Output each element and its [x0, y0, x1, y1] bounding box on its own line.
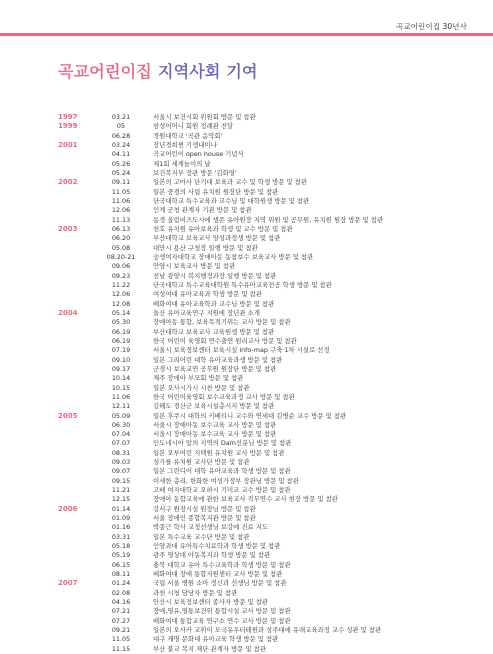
- timeline-date: 06.20: [111, 234, 131, 243]
- timeline-year: 1999: [58, 122, 78, 131]
- timeline-event: 인도네시아 알의 지역의 Dam선분님 방문 및 참관: [153, 439, 292, 448]
- timeline-row: [58, 253, 458, 262]
- timeline-row: [58, 635, 458, 644]
- timeline-date: 09.06: [111, 262, 131, 271]
- timeline-row: [58, 188, 458, 197]
- timeline-event: 장애아동 통합, 보육목적기위는 교사 방문 및 참관: [153, 318, 291, 327]
- timeline-date: 11.06: [111, 196, 131, 205]
- timeline-event: 여성여대 유아교육과 학생 방문 및 참관: [153, 290, 262, 299]
- timeline-event: 과천 시청 담당자 방문 및 참관: [153, 588, 238, 597]
- title-part-2: 지역사회 기여: [157, 62, 258, 81]
- timeline-row: [58, 626, 458, 635]
- timeline-row: [58, 132, 458, 141]
- timeline-date: 06.15: [111, 560, 131, 569]
- timeline-date: 05.30: [111, 318, 131, 327]
- page-title: [58, 59, 258, 82]
- timeline-event: 일본의 고마사 단기대 보육과 교수 및 학생 방문 및 참관: [153, 178, 308, 187]
- timeline-event: 배화여대 유아교육학과 교수님 방문 및 참관: [153, 299, 275, 308]
- timeline-event: 일본 오사시가시 시찬 방문 및 참관: [153, 383, 250, 392]
- timeline-row: [58, 374, 458, 383]
- timeline-event: 삼성어머니 회원 정례관 전달: [153, 122, 234, 131]
- timeline-date: 11.06: [111, 392, 131, 401]
- timeline-row: [58, 561, 458, 570]
- timeline-event: 장애아 동합교육에 관한 보육교사 직무연수 교사 현장 방문 및 참관: [153, 495, 338, 504]
- timeline-date: 12.08: [111, 299, 131, 308]
- timeline-row: [58, 393, 458, 402]
- timeline-row: [58, 412, 458, 421]
- timeline-event: 일본 오부어린 지택원 유치원 교사 방문 및 참관: [153, 448, 285, 457]
- timeline-event: 부산 불교 복지 재단 관계자 방문 및 참관: [153, 644, 266, 653]
- timeline-event: 일본 특수교육 교수단 방문 및 참관: [153, 532, 250, 541]
- timeline-date: 05.26: [111, 159, 131, 168]
- timeline-date: 07.04: [111, 430, 131, 439]
- timeline-row: [58, 113, 458, 122]
- timeline-row: [58, 160, 458, 169]
- timeline-row: [58, 150, 458, 159]
- timeline-row: [58, 607, 458, 616]
- timeline-date: 07.07: [111, 439, 131, 448]
- timeline-date: 10.14: [111, 374, 131, 383]
- timeline-event: 부산대학교 보육교사 양성과정생 방문 및 참관: [153, 234, 281, 243]
- timeline-event: 천호 유치원 유아보육과 학생 및 교수 방문 및 참관: [153, 224, 293, 233]
- timeline-date: 09.15: [111, 476, 131, 485]
- timeline-date: 06.19: [111, 336, 131, 345]
- timeline-row: [58, 579, 458, 588]
- timeline-date: 11.21: [111, 486, 131, 495]
- timeline-event: 배화여대 통합교육 연구소 연수 교사 방문 및 참관: [153, 616, 291, 625]
- timeline-event: 군경시 보육교연 공무원 원장단 방문 및 참관: [153, 364, 277, 373]
- timeline-date: 01.24: [111, 579, 131, 588]
- timeline-event: 김해도 경산군 보육시설총시지 방문 및 참관: [153, 402, 275, 411]
- timeline-date: 09.07: [111, 467, 131, 476]
- timeline-date: 11.15: [111, 644, 131, 653]
- timeline-row: [58, 449, 458, 458]
- timeline-row: [58, 421, 458, 430]
- timeline-event: 단국대학교 특수교육대학원 특수유아교육전공 학생 방문 및 참관: [153, 280, 332, 289]
- timeline-date: 11.13: [111, 215, 131, 224]
- timeline-row: [58, 477, 458, 486]
- timeline-event: 대구 게명 문화대 유아교육 학생 방문 및 참관: [153, 635, 279, 644]
- timeline-event: 서울 장애인 종합복지관 방문 및 참관: [153, 514, 256, 523]
- header-divider: [0, 33, 493, 36]
- timeline-event: 일본 그린디어 대학 유아교육과 학생 방문 및 참관: [153, 467, 291, 476]
- timeline-date: 05.08: [111, 243, 131, 252]
- timeline-date: 08.31: [111, 448, 131, 457]
- timeline-event: 서울시 장애아동 보수교육 교사 방문 및 참관: [153, 430, 277, 439]
- timeline-date: 12.06: [111, 206, 131, 215]
- timeline-row: [58, 570, 458, 579]
- timeline-date: 05: [116, 122, 126, 131]
- timeline-date: 08.20-21: [106, 252, 136, 261]
- timeline-event: 고베 여자대학교 오하시 기미코 교수 방문 및 참관: [153, 486, 291, 495]
- timeline-row: [58, 384, 458, 393]
- timeline-row: [58, 216, 458, 225]
- timeline-event: 전남 광양시 복지행정과장 일행 방문 및 참관: [153, 271, 277, 280]
- timeline-year: 2007: [58, 579, 78, 588]
- timeline-row: [58, 281, 458, 290]
- timeline-date: 07.27: [111, 616, 131, 625]
- timeline-event: 성가를 유치원 교사단 방문 및 참관: [153, 458, 250, 467]
- timeline-date: 06.28: [111, 131, 131, 140]
- timeline-event: 안양시 보육교사 방문 및 참관: [153, 262, 236, 271]
- timeline-row: [58, 533, 458, 542]
- timeline-date: 06.19: [111, 327, 131, 336]
- timeline-year: 2001: [58, 140, 78, 149]
- timeline-row: [58, 290, 458, 299]
- timeline-date: 09.10: [111, 355, 131, 364]
- timeline-date: 09.11: [111, 178, 131, 187]
- timeline-event: 제1회 세계놀이의 날: [153, 159, 211, 168]
- timeline-row: [58, 337, 458, 346]
- timeline-event: 경원대학교 '곡관 음악회': [153, 131, 223, 140]
- timeline-date: 06.13: [111, 224, 131, 233]
- timeline-event: 강서구 원장시설 원장님 방문 및 참관: [153, 504, 256, 513]
- timeline-event: 광주 영상대 아동복지과 학생 방문 및 참관: [153, 551, 271, 560]
- timeline-date: 08.11: [111, 570, 131, 579]
- timeline-year: 1997: [58, 113, 78, 121]
- timeline-event: 동경 올림비즈도시에 생존 유아원장 지역 위원 및 공무원, 유치원 원장 방문 및 참관: [153, 215, 384, 224]
- timeline-row: [58, 645, 458, 654]
- timeline-event: 서울시 장애아동 보수교육 교사 방문 및 참관: [153, 420, 277, 429]
- timeline-event: 단국대학교 특수교육과 교수님 및 대학원생 방문 및 참관: [153, 196, 310, 205]
- timeline-event: 안산시 보육정보센터 종사자 방문 및 참관: [153, 598, 269, 607]
- timeline-event: 장년경희쩐 기생내미나: [153, 140, 217, 149]
- timeline-date: 07.19: [111, 346, 131, 355]
- timeline-row: [58, 505, 458, 514]
- timeline-row: [58, 402, 458, 411]
- timeline-row: [58, 244, 458, 253]
- timeline-event: 서울시 보육정보센터 보육시설 info-map 구축 1차 시설로 선정: [153, 346, 330, 355]
- timeline-row: [58, 272, 458, 281]
- header-text: 곡교어린이집 30년사: [396, 22, 467, 31]
- timeline-row: [58, 617, 458, 626]
- timeline-row: [58, 356, 458, 365]
- timeline-date: 01.16: [111, 523, 131, 532]
- timeline-date: 05.19: [111, 551, 131, 560]
- timeline-event: 일본 후쿠시 대학의 키베티니 교수와 연세대 김병순 교수 방문 및 참관: [153, 411, 347, 420]
- timeline-date: 09.17: [111, 364, 131, 373]
- timeline-date: 02.08: [111, 588, 131, 597]
- timeline-event: 울산 유아교육연구 지원에 장년관 소개: [153, 308, 260, 317]
- timeline-date: 12.11: [111, 402, 131, 411]
- timeline-row: [58, 439, 458, 448]
- timeline-event: 배화여대 장애 통합지원센터 교사 방문 및 참관: [153, 570, 283, 579]
- timeline-year: 2002: [58, 178, 78, 187]
- timeline-row: [58, 589, 458, 598]
- timeline-date: 06.30: [111, 420, 131, 429]
- timeline-event: 인양과대 유아특수치료학과 학생 방문 및 참관: [153, 542, 281, 551]
- timeline-row: [58, 178, 458, 187]
- timeline-event: 보건복지부 장관 방문 '김화영': [153, 168, 237, 177]
- timeline-row: [58, 495, 458, 504]
- timeline-year: 2004: [58, 308, 78, 317]
- timeline-row: [58, 318, 458, 327]
- timeline-date: 04.11: [111, 150, 131, 159]
- timeline-row: [58, 523, 458, 532]
- timeline-row: [58, 309, 458, 318]
- timeline-event: 한국 어린이 육영회 연수출연 원리교사 방문 및 참관: [153, 336, 297, 345]
- timeline-row: [58, 551, 458, 560]
- timeline-event: 제주 장애아 부모회 방문 및 참관: [153, 374, 244, 383]
- timeline-row: [58, 328, 458, 337]
- timeline-event: 한국 어린이육영회 보수교육과정 교사 방문 및 참관: [153, 392, 295, 401]
- timeline-row: [58, 598, 458, 607]
- timeline-date: 05.09: [111, 411, 131, 420]
- timeline-date: 04.16: [111, 598, 131, 607]
- timeline-event: 국립 서울 병원 소아 정신과 선생님 방문 및 참관: [153, 579, 287, 588]
- timeline-date: 07.21: [111, 607, 131, 616]
- timeline-year: 2003: [58, 224, 78, 233]
- timeline-event: 숭생여자대학교 장애아동 동참보수 보육교사 방문 및 참관: [153, 252, 314, 261]
- timeline-row: [58, 197, 458, 206]
- timeline-row: [58, 262, 458, 271]
- timeline-event: 인계 군청 관계자 기관 방문 및 참관: [153, 206, 252, 215]
- timeline-event: 대만시 용산 구청장 일행 방문 및 참관: [153, 243, 258, 252]
- timeline-row: [58, 234, 458, 243]
- timeline-date: 09.03: [111, 458, 131, 467]
- timeline-date: 01.14: [111, 504, 131, 513]
- timeline-event: 박종근 학사 교정선생님 보강에 진료 지도: [153, 523, 269, 532]
- timeline-event: 일본의 오사카 교위이 모국유우터테원과 상주대애 유래교육과정 교수 성관 및 참관: [153, 626, 382, 635]
- page-header: [0, 0, 493, 36]
- timeline-event: 부산대학교 보육교사 교육원생 방문 및 참관: [153, 327, 275, 336]
- timeline-date: 12.15: [111, 495, 131, 504]
- timeline-date: 05.24: [111, 168, 131, 177]
- timeline-year: 2005: [58, 411, 78, 420]
- timeline-year: 2006: [58, 504, 78, 513]
- timeline-date: 03.24: [111, 140, 131, 149]
- timeline-list: [58, 113, 458, 654]
- title-part-1: 곡교어린이집: [58, 62, 152, 81]
- timeline-date: 12.06: [111, 290, 131, 299]
- timeline-row: [58, 169, 458, 178]
- timeline-row: [58, 225, 458, 234]
- timeline-event: 충북 대학교 유아 특수교육학과 학생 방문 및 참관: [153, 560, 291, 569]
- timeline-row: [58, 346, 458, 355]
- timeline-date: 11.05: [111, 635, 131, 644]
- timeline-date: 11.22: [111, 280, 131, 289]
- timeline-event: 이세한 총리, 한화한 여성가정부 장관님 방문 및 참관: [153, 476, 299, 485]
- timeline-date: 05.18: [111, 542, 131, 551]
- timeline-row: [58, 467, 458, 476]
- timeline-event: 서울시 보건시회 위원회 방문 및 참관: [153, 113, 256, 121]
- timeline-date: 09.23: [111, 271, 131, 280]
- timeline-row: [58, 300, 458, 309]
- timeline-event: 일본 중경의 사립 유치원 원장단 방문 및 참관: [153, 187, 279, 196]
- timeline-date: 03.31: [111, 532, 131, 541]
- timeline-row: [58, 365, 458, 374]
- timeline-date: 10.15: [111, 383, 131, 392]
- timeline-row: [58, 206, 458, 215]
- timeline-event: 일본 그리어린 대학 유아교육과생 방문 및 참관: [153, 355, 283, 364]
- timeline-event: 곡교어린이 open house 기념식: [153, 150, 244, 159]
- timeline-date: 09.21: [111, 626, 131, 635]
- timeline-date: 03.21: [111, 113, 131, 121]
- timeline-date: 01.09: [111, 514, 131, 523]
- timeline-date: 11.05: [111, 187, 131, 196]
- timeline-row: [58, 122, 458, 131]
- timeline-row: [58, 141, 458, 150]
- timeline-event: 장애,영유,영통보건위 통합시설 교사 방문 및 참관: [153, 607, 291, 616]
- timeline-date: 05.14: [111, 308, 131, 317]
